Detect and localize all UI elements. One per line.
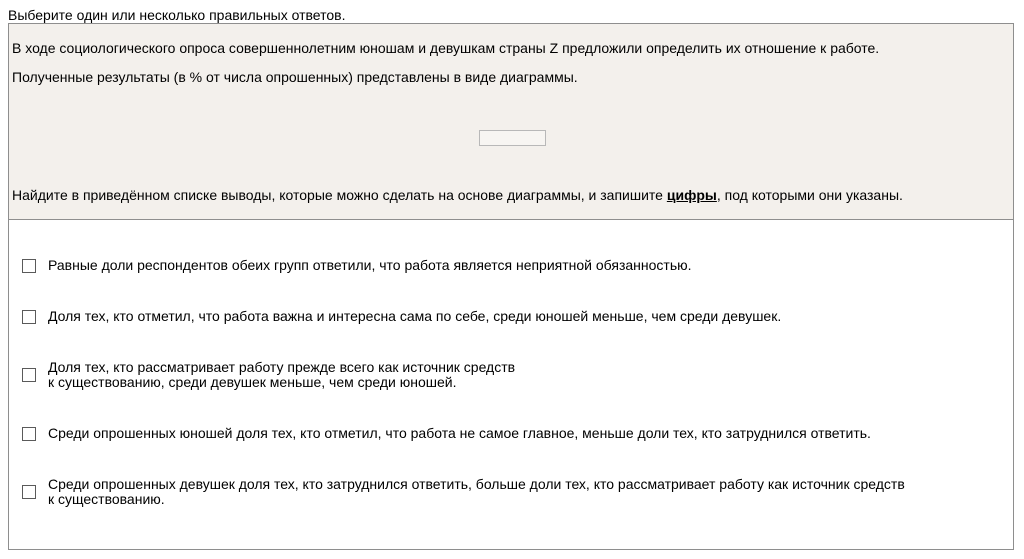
answer-2-checkbox[interactable]	[22, 310, 36, 324]
answer-3-label-line1: Доля тех, кто рассматривает работу прежде всего как источник средств	[48, 359, 516, 375]
answer-2-label[interactable]: Доля тех, кто отметил, что работа важна и интересна сама по себе, среди юношей меньше, чем среди девушек.	[48, 308, 782, 324]
answer-5-checkbox[interactable]	[22, 485, 36, 499]
answer-3-checkbox[interactable]	[22, 368, 36, 382]
answer-option-5[interactable]	[22, 477, 998, 507]
digits-emphasis: цифры	[666, 187, 717, 203]
question-text-line3-start: Найдите в приведённом списке выводы, которые можно сделать на основе диаграммы, и запишите	[12, 187, 667, 203]
answer-5-label-line2: к существованию.	[48, 491, 165, 507]
answer-5-label[interactable]	[48, 477, 998, 507]
answer-1-label[interactable]: Равные доли респондентов обеих групп ответили, что работа является неприятной обязанностью.	[48, 257, 692, 273]
answer-option-2[interactable]	[22, 309, 998, 324]
answer-4-label[interactable]: Среди опрошенных юношей доля тех, кто отметил, что работа не самое главное, меньше доли тех, кто затруднился ответить.	[48, 425, 871, 441]
answer-option-4[interactable]	[22, 426, 998, 441]
answer-4-checkbox[interactable]	[22, 427, 36, 441]
question-text-line3-end: , под которыми они указаны.	[716, 187, 903, 203]
question-text-line3	[12, 187, 903, 203]
answer-option-1[interactable]	[22, 258, 998, 273]
answer-option-3[interactable]	[22, 360, 998, 390]
answer-5-label-line1: Среди опрошенных девушек доля тех, кто затруднился ответить, больше доли тех, кто рассматривает работу как источник средств	[48, 476, 905, 492]
chart-image-placeholder	[479, 130, 546, 146]
instruction-text: Выберите один или несколько правильных ответов.	[8, 7, 346, 23]
question-text-line1: В ходе социологического опроса совершеннолетним юношам и девушкам страны Z предложили определить их отношение к работе.	[12, 40, 880, 56]
answer-3-label-line2: к существованию, среди девушек меньше, чем среди юношей.	[48, 374, 457, 390]
task-panel	[8, 23, 1014, 550]
answer-3-label[interactable]	[48, 360, 998, 390]
question-block	[9, 24, 1013, 220]
question-text-line2: Полученные результаты (в % от числа опрошенных) представлены в виде диаграммы.	[12, 69, 578, 85]
answer-1-checkbox[interactable]	[22, 259, 36, 273]
